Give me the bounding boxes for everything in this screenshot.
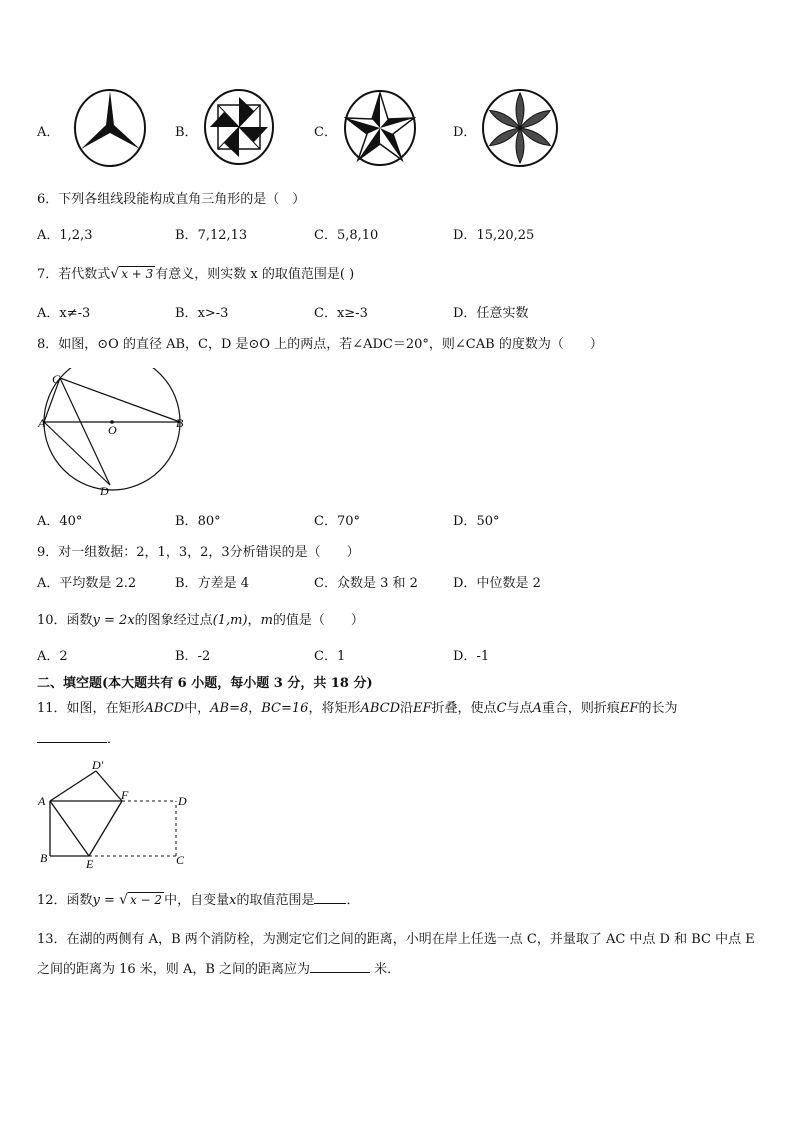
label-o: O	[108, 423, 117, 437]
q6-option-d[interactable]: D．15,20,25	[453, 228, 535, 243]
q8-option-a[interactable]: A．40°	[37, 514, 83, 529]
q9-option-d[interactable]: D．中位数是 2	[453, 576, 541, 591]
q8-option-b[interactable]: B．80°	[175, 514, 221, 529]
q10-option-b[interactable]: B．-2	[175, 649, 211, 664]
label-b: B	[176, 416, 184, 430]
q13-answer-blank[interactable]	[310, 960, 370, 973]
q5-option-b-label: B．	[175, 125, 198, 140]
q12-stem: 12．函数y = √ x − 2 中，自变量x的取值范围是 ．	[37, 892, 360, 908]
q7-option-b[interactable]: B．x>-3	[175, 306, 229, 321]
q7-stem: 7．若代数式√ x + 3 有意义，则实数 x 的取值范围是( )	[37, 266, 355, 282]
section-2-title: 二、填空题(本大题共有 6 小题，每小题 3 分，共 18 分)	[37, 676, 373, 691]
q7-option-d[interactable]: D．任意实数	[453, 306, 529, 321]
q8-option-c[interactable]: C．70°	[314, 514, 360, 529]
q9-option-a[interactable]: A．平均数是 2.2	[37, 576, 137, 591]
q9-stem: 9．对一组数据：2，1，3，2，3分析错误的是（ ）	[37, 545, 360, 560]
label-d-prime: D′	[92, 758, 104, 772]
q5-option-a-label: A．	[37, 125, 60, 140]
q8-circle-figure	[30, 368, 195, 503]
label-e: E	[86, 857, 94, 870]
q11-stem: 11．如图，在矩形ABCD中，AB=8，BC=16，将矩形ABCD沿EF折叠，使点C与点A重合，则折痕EF的长为	[37, 701, 678, 716]
q8-option-d[interactable]: D．50°	[453, 514, 500, 529]
q6-stem: 6．下列各组线段能构成直角三角形的是（ ）	[37, 192, 306, 207]
label-d: D	[178, 794, 187, 808]
q13-stem-line1: 13．在湖的两侧有 A，B 两个消防栓，为测定它们之间的距离，小明在岸上任选一点 C，并量取了 AC 中点 D 和 BC 中点 E	[37, 932, 755, 947]
q10-option-d[interactable]: D．-1	[453, 649, 490, 664]
q13-stem-line2: 之间的距离为 16 米，则 A，B 之间的距离应为 米．	[37, 962, 401, 977]
q6-option-a[interactable]: A．1,2,3	[37, 228, 93, 243]
q10-option-c[interactable]: C．1	[314, 649, 346, 664]
label-a: A	[38, 794, 46, 808]
q9-option-c[interactable]: C．众数是 3 和 2	[314, 576, 418, 591]
sqrt-symbol: √ x − 2	[119, 892, 163, 908]
q10-option-a[interactable]: A．2	[37, 649, 68, 664]
q5-option-c-label: C．	[314, 125, 337, 140]
q5-figure-a	[72, 87, 150, 169]
q6-option-b[interactable]: B．7,12,13	[175, 228, 248, 243]
label-f: F	[121, 788, 129, 802]
label-c: C	[52, 372, 61, 386]
q12-answer-blank[interactable]	[314, 891, 346, 904]
label-d: D	[100, 484, 109, 498]
label-c: C	[176, 853, 185, 867]
q5-figure-b	[202, 87, 276, 167]
q7-option-c[interactable]: C．x≥-3	[314, 306, 368, 321]
q5-option-d-label: D．	[453, 125, 477, 140]
q10-stem: 10．函数y = 2x的图象经过点(1,m)，m的值是（ ）	[37, 613, 364, 628]
label-a: A	[38, 416, 46, 430]
sqrt-symbol: √ x + 3	[110, 266, 154, 282]
q8-stem: 8．如图，⊙O 的直径 AB，C，D 是⊙O 上的两点，若∠ADC＝20°，则∠CAB 的度数为（ ）	[37, 337, 603, 352]
q5-figure-d	[480, 87, 560, 169]
q6-option-c[interactable]: C．5,8,10	[314, 228, 379, 243]
q7-option-a[interactable]: A．x≠-3	[37, 306, 91, 321]
q11-answer-line[interactable]: ．	[37, 728, 120, 747]
q11-rectangle-figure	[34, 756, 194, 870]
q5-figure-c	[342, 88, 420, 168]
label-b: B	[40, 851, 48, 865]
q9-option-b[interactable]: B．方差是 4	[175, 576, 249, 591]
